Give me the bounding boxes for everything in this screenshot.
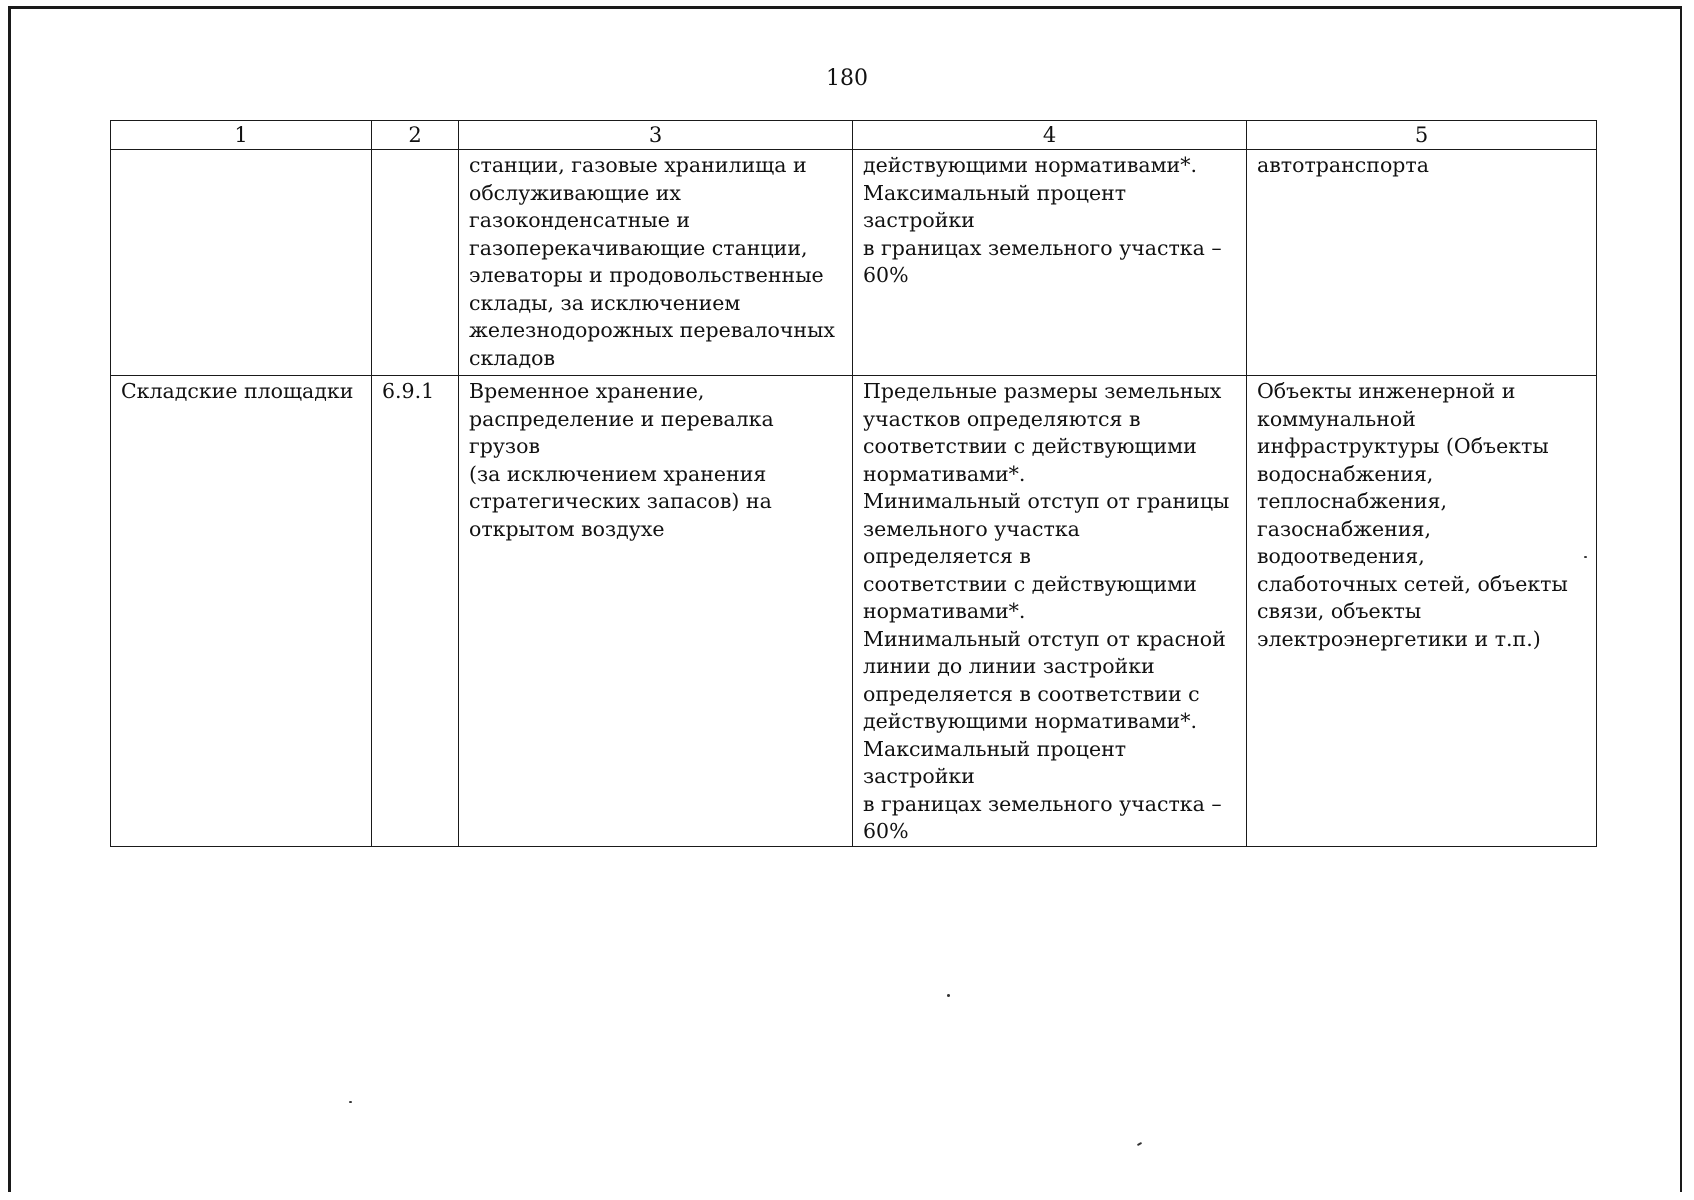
column-header: 1	[111, 121, 372, 150]
code-cell: 6.9.1	[372, 376, 459, 847]
use-type-cell: Складские площадки	[111, 376, 372, 847]
scan-speck	[349, 1101, 352, 1103]
page-number: 180	[826, 66, 868, 91]
description-cell: станции, газовые хранилища и обслуживающие их газоконденсатные и газоперекачивающие станции, элеваторы и продовольственные склады, за исключением железнодорожных перевалочных складов	[459, 150, 853, 376]
column-header: 4	[853, 121, 1247, 150]
description-cell: Временное хранение, распределение и перевалка грузов (за исключением хранения стратегических запасов) на открытом воздухе	[459, 376, 853, 847]
zoning-table	[110, 120, 1597, 847]
auxiliary-uses-cell: автотранспорта	[1247, 150, 1597, 376]
use-type-cell	[111, 150, 372, 376]
column-header: 5	[1247, 121, 1597, 150]
scan-speck	[1584, 556, 1587, 558]
table-row	[111, 376, 1597, 847]
table-row	[111, 150, 1597, 376]
parameters-cell: действующими нормативами*. Максимальный процент застройки в границах земельного участка – 60%	[853, 150, 1247, 376]
scan-speck	[947, 994, 950, 997]
column-header: 3	[459, 121, 853, 150]
auxiliary-uses-cell: Объекты инженерной и коммунальной инфраструктуры (Объекты водоснабжения, теплоснабжения, газоснабжения, водоотведения, слаботочных сетей, объекты связи, объекты электроэнергетики и т.п.)	[1247, 376, 1597, 847]
parameters-cell: Предельные размеры земельных участков определяются в соответствии с действующими нормативами*. Минимальный отступ от границы земельного участка определяется в соответствии с действующими нормативами*. Минимальный отступ от красной линии до линии застройки определяется в соответствии с действующими нормативами*. Максимальный процент застройки в границах земельного участка – 60%	[853, 376, 1247, 847]
column-header: 2	[372, 121, 459, 150]
table-header-row	[111, 121, 1597, 150]
code-cell	[372, 150, 459, 376]
